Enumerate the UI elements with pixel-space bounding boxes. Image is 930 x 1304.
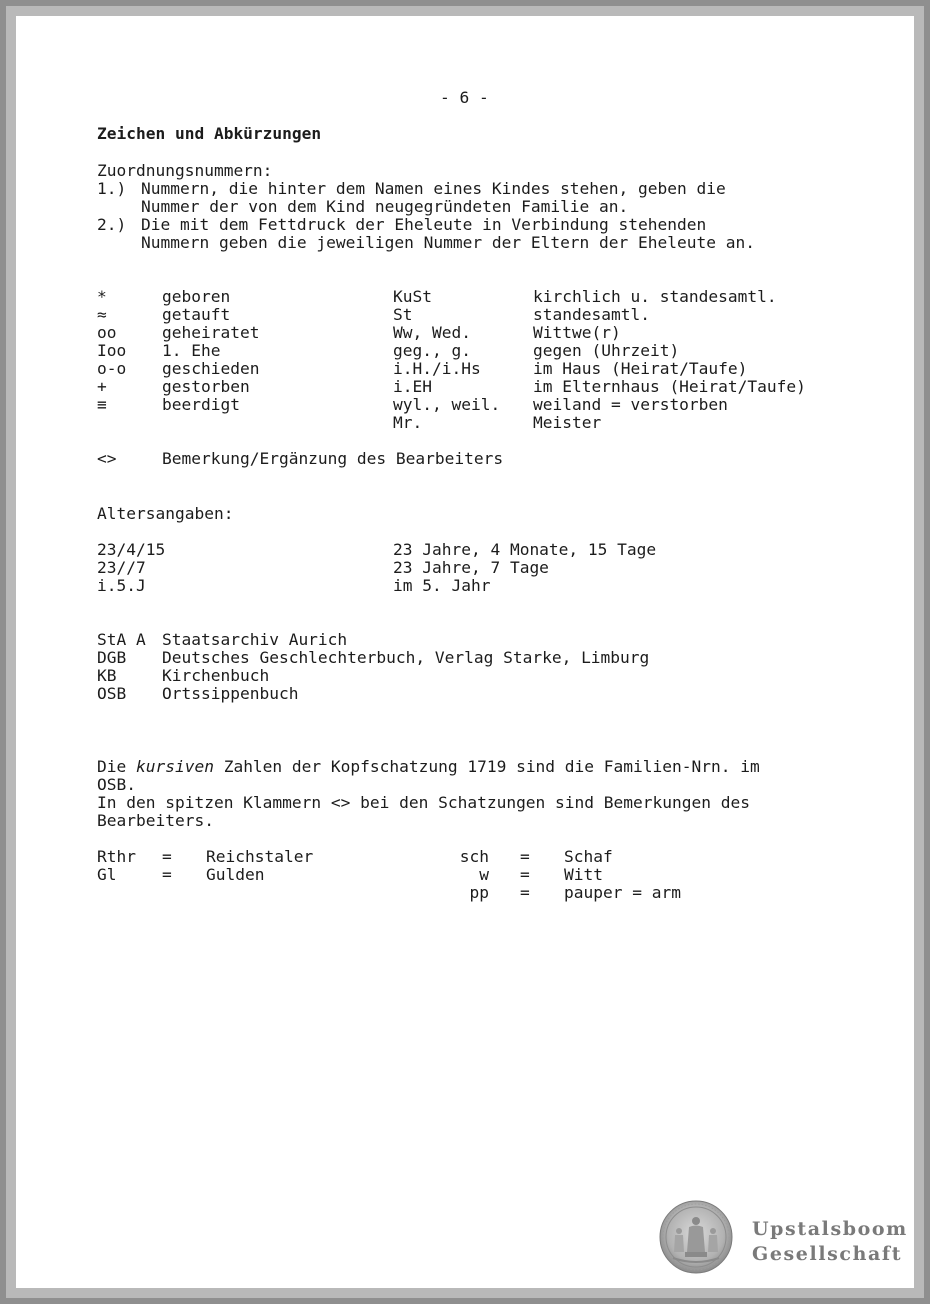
- abbreviation-expansion: gegen (Uhrzeit): [533, 341, 680, 360]
- source-text: Kirchenbuch: [162, 666, 270, 685]
- abbreviation: i.EH: [393, 377, 432, 396]
- abbreviation: St: [393, 305, 413, 324]
- abbreviation-expansion: kirchlich u. standesamtl.: [533, 287, 777, 306]
- notes-line-3: In den spitzen Klammern <> bei den Schatzungen sind Bemerkungen des: [97, 793, 750, 812]
- age-meaning: im 5. Jahr: [393, 576, 491, 595]
- source-text: Ortssippenbuch: [162, 684, 299, 703]
- source-abbr: KB: [97, 666, 117, 685]
- item-meaning: Schaf: [564, 847, 613, 866]
- notes-prefix: Die: [97, 757, 136, 776]
- source-abbr: StA A: [97, 630, 146, 649]
- symbol-meaning: gestorben: [162, 377, 250, 396]
- item-meaning: pauper = arm: [564, 883, 681, 902]
- remark-text: Bemerkung/Ergänzung des Bearbeiters: [162, 449, 504, 468]
- assignment-item2-line1: Die mit dem Fettdruck der Eheleute in Verbindung stehenden: [141, 215, 707, 234]
- abbreviation: Mr.: [393, 413, 423, 432]
- assignment-item1-number: 1.): [97, 179, 127, 198]
- symbol-baptism: ≈: [97, 305, 107, 324]
- currency-abbr: Rthr: [97, 847, 136, 866]
- notes-line-4: Bearbeiters.: [97, 811, 214, 830]
- equals-sign: =: [520, 865, 530, 884]
- abbreviation: KuSt: [393, 287, 432, 306]
- abbreviation-expansion: im Haus (Heirat/Taufe): [533, 359, 748, 378]
- section-heading: Zeichen und Abkürzungen: [97, 124, 322, 143]
- abbreviation-expansion: im Elternhaus (Heirat/Taufe): [533, 377, 806, 396]
- notes-line-1: [97, 758, 760, 776]
- symbol-birth: *: [97, 287, 107, 306]
- symbol-death: +: [97, 377, 107, 396]
- currency-abbr: Gl: [97, 865, 117, 884]
- item-meaning: Witt: [564, 865, 603, 884]
- item-abbr: pp: [469, 883, 489, 902]
- age-meaning: 23 Jahre, 4 Monate, 15 Tage: [393, 540, 657, 559]
- page-number: - 6 -: [440, 88, 489, 107]
- abbreviation-expansion: Wittwe(r): [533, 323, 621, 342]
- assignment-title: Zuordnungsnummern:: [97, 161, 273, 180]
- notes-suffix: Zahlen der Kopfschatzung 1719 sind die Familien-Nrn. im: [213, 757, 760, 776]
- society-name-line-2: Gesellschaft: [752, 1243, 903, 1265]
- source-text: Staatsarchiv Aurich: [162, 630, 348, 649]
- currency-meaning: Gulden: [206, 865, 265, 884]
- age-title: Altersangaben:: [97, 504, 234, 523]
- age-notation: 23/4/15: [97, 540, 166, 559]
- symbol-meaning: geschieden: [162, 359, 260, 378]
- assignment-item2-line2: Nummern geben die jeweiligen Nummer der Eltern der Eheleute an.: [141, 233, 755, 252]
- notes-italic-word: kursiven: [135, 757, 214, 776]
- abbreviation-expansion: standesamtl.: [533, 305, 650, 324]
- equals-sign: =: [520, 847, 530, 866]
- equals-sign: =: [520, 883, 530, 902]
- symbol-meaning: geboren: [162, 287, 231, 306]
- symbol-first-marriage: Ioo: [97, 341, 127, 360]
- assignment-item1-line2: Nummer der von dem Kind neugegründeten Familie an.: [141, 197, 629, 216]
- item-abbr: sch: [459, 847, 489, 866]
- item-abbr: w: [479, 865, 489, 884]
- abbreviation-expansion: weiland = verstorben: [533, 395, 728, 414]
- notes-line-2: OSB.: [97, 775, 136, 794]
- age-notation: i.5.J: [97, 576, 146, 595]
- society-name-line-1: Upstalsboom: [752, 1218, 908, 1240]
- symbol-meaning: 1. Ehe: [162, 341, 221, 360]
- symbol-meaning: getauft: [162, 305, 231, 324]
- source-abbr: OSB: [97, 684, 127, 703]
- assignment-item2-number: 2.): [97, 215, 127, 234]
- age-meaning: 23 Jahre, 7 Tage: [393, 558, 549, 577]
- equals-sign: =: [162, 847, 172, 866]
- source-abbr: DGB: [97, 648, 127, 667]
- abbreviation: i.H./i.Hs: [393, 359, 481, 378]
- society-seal-icon: [659, 1200, 733, 1274]
- abbreviation: wyl., weil.: [393, 395, 501, 414]
- symbol-burial: ≡: [97, 395, 107, 414]
- source-text: Deutsches Geschlechterbuch, Verlag Starke, Limburg: [162, 648, 650, 667]
- symbol-meaning: beerdigt: [162, 395, 240, 414]
- equals-sign: =: [162, 865, 172, 884]
- remark-symbol: <>: [97, 449, 117, 468]
- symbol-meaning: geheiratet: [162, 323, 260, 342]
- assignment-item1-line1: Nummern, die hinter dem Namen eines Kindes stehen, geben die: [141, 179, 726, 198]
- abbreviation: Ww, Wed.: [393, 323, 471, 342]
- currency-meaning: Reichstaler: [206, 847, 314, 866]
- age-notation: 23//7: [97, 558, 146, 577]
- abbreviation-expansion: Meister: [533, 413, 602, 432]
- symbol-marriage: oo: [97, 323, 117, 342]
- abbreviation: geg., g.: [393, 341, 471, 360]
- symbol-divorce: o-o: [97, 359, 127, 378]
